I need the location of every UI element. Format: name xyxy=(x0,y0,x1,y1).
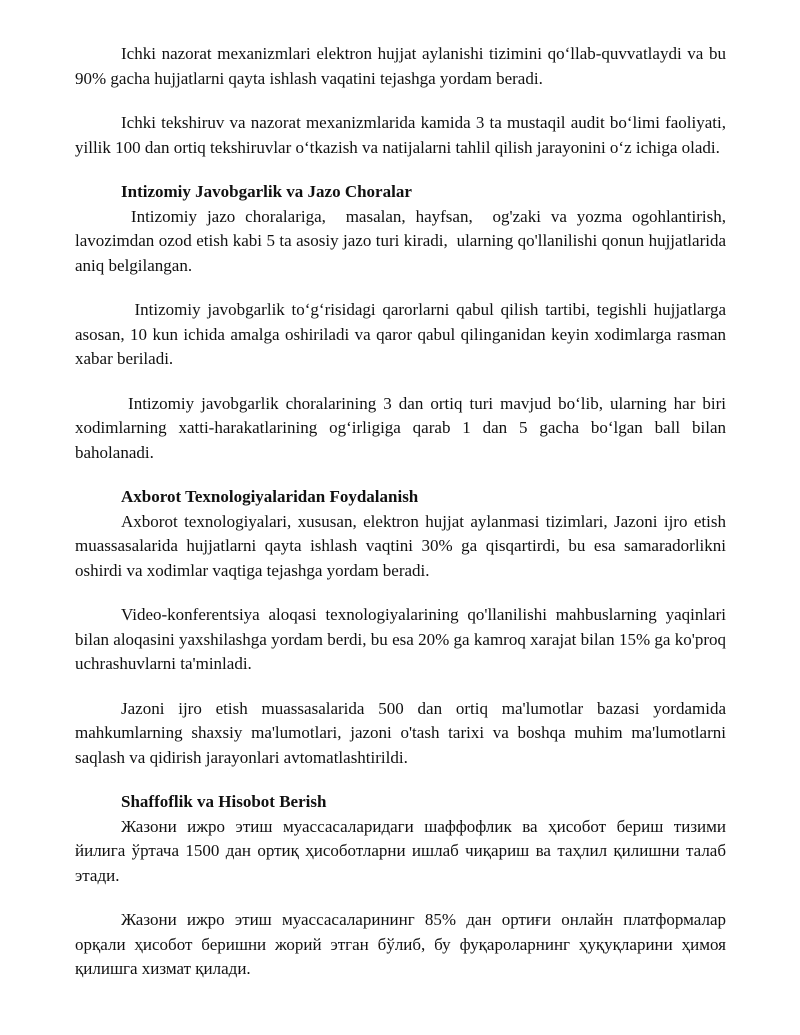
paragraph: Intizomiy jazo choralariga, masalan, hayfsan, og'zaki va yozma ogohlantirish, lavozimdan ozod etish kabi 5 ta asosiy jazo turi kiradi, ularning qo'llanilishi qonun hujjatlarida aniq belgilangan. xyxy=(75,206,731,275)
section-heading: Axborot Texnologiyalaridan Foydalanish xyxy=(121,487,419,506)
document-page xyxy=(75,42,731,1002)
section-heading: Intizomiy Javobgarlik va Jazo Choralar xyxy=(121,182,412,201)
paragraph: Ichki nazorat mexanizmlari elektron hujjat aylanishi tizimini qo‘llab-quvvatlaydi va bu 90% gacha hujjatlarni qayta ishlash vaqatini tejashga yordam beradi. xyxy=(75,44,726,88)
paragraph: Intizomiy javobgarlik to‘g‘risidagi qarorlarni qabul qilish tartibi, tegishli hujjatlarga asosan, 10 kun ichida amalga oshiriladi va qaror qabul qilinganidan keyin xodimlarga rasman xabar beriladi. xyxy=(75,300,731,368)
section-discipline xyxy=(75,180,731,465)
paragraph: Video-konferentsiya aloqasi texnologiyalarining qo'llanilishi mahbuslarning yaqinlari bilan aloqasini yaxshilashga yordam berdi, bu esa 20% ga kamroq xarajat bilan 15% ga ko'proq uchrashuvlarni ta'minladi. xyxy=(75,605,726,673)
paragraph: Жазони ижро этиш муассасаларининг 85% дан ортиғи онлайн платформалар орқали ҳисобот беришни жорий этган бўлиб, бу фуқароларнинг ҳуқуқларини ҳимоя қилишга хизмат қилади. xyxy=(75,910,726,978)
paragraph: Intizomiy javobgarlik choralarining 3 dan ortiq turi mavjud bo‘lib, ularning har biri xodimlarning xatti-harakatlarining og‘irligiga qarab 1 dan 5 gacha bo‘lgan ball bilan baholanadi. xyxy=(75,393,731,462)
section-it xyxy=(75,485,726,770)
section-heading: Shaffoflik va Hisobot Berish xyxy=(121,792,327,811)
paragraph: Jazoni ijro etish muassasalarida 500 dan ortiq ma'lumotlar bazasi yordamida mahkumlarning shaxsiy ma'lumotlari, jazoni o'tash tarixi va boshqa muhim ma'lumotlarni saqlash va qidirish jarayonlari avtomatlashtirildi. xyxy=(75,698,726,767)
paragraph: Ichki tekshiruv va nazorat mexanizmlarida kamida 3 ta mustaqil audit bo‘limi faoliyati, yillik 100 dan ortiq tekshiruvlar o‘tkazish va natijalarni tahlil qilish jarayonini o‘z ichiga oladi. xyxy=(75,113,726,157)
intro-section xyxy=(75,42,726,160)
paragraph: Жазони ижро этиш муассасаларидаги шаффофлик ва ҳисобот бериш тизими йилига ўртача 1500 дан ортиқ ҳисоботларни ишлаб чиқариш ва таҳлил қилишни талаб этади. xyxy=(75,816,726,885)
section-transparency xyxy=(75,790,726,982)
paragraph: Axborot texnologiyalari, xususan, elektron hujjat aylanmasi tizimlari, Jazoni ijro etish muassasalarida hujjatlarni qayta ishlash vaqtini 30% ga qisqartirdi, bu esa samaradorlikni oshirdi va xodimlar vaqtiga tejashga yordam beradi. xyxy=(75,511,726,580)
